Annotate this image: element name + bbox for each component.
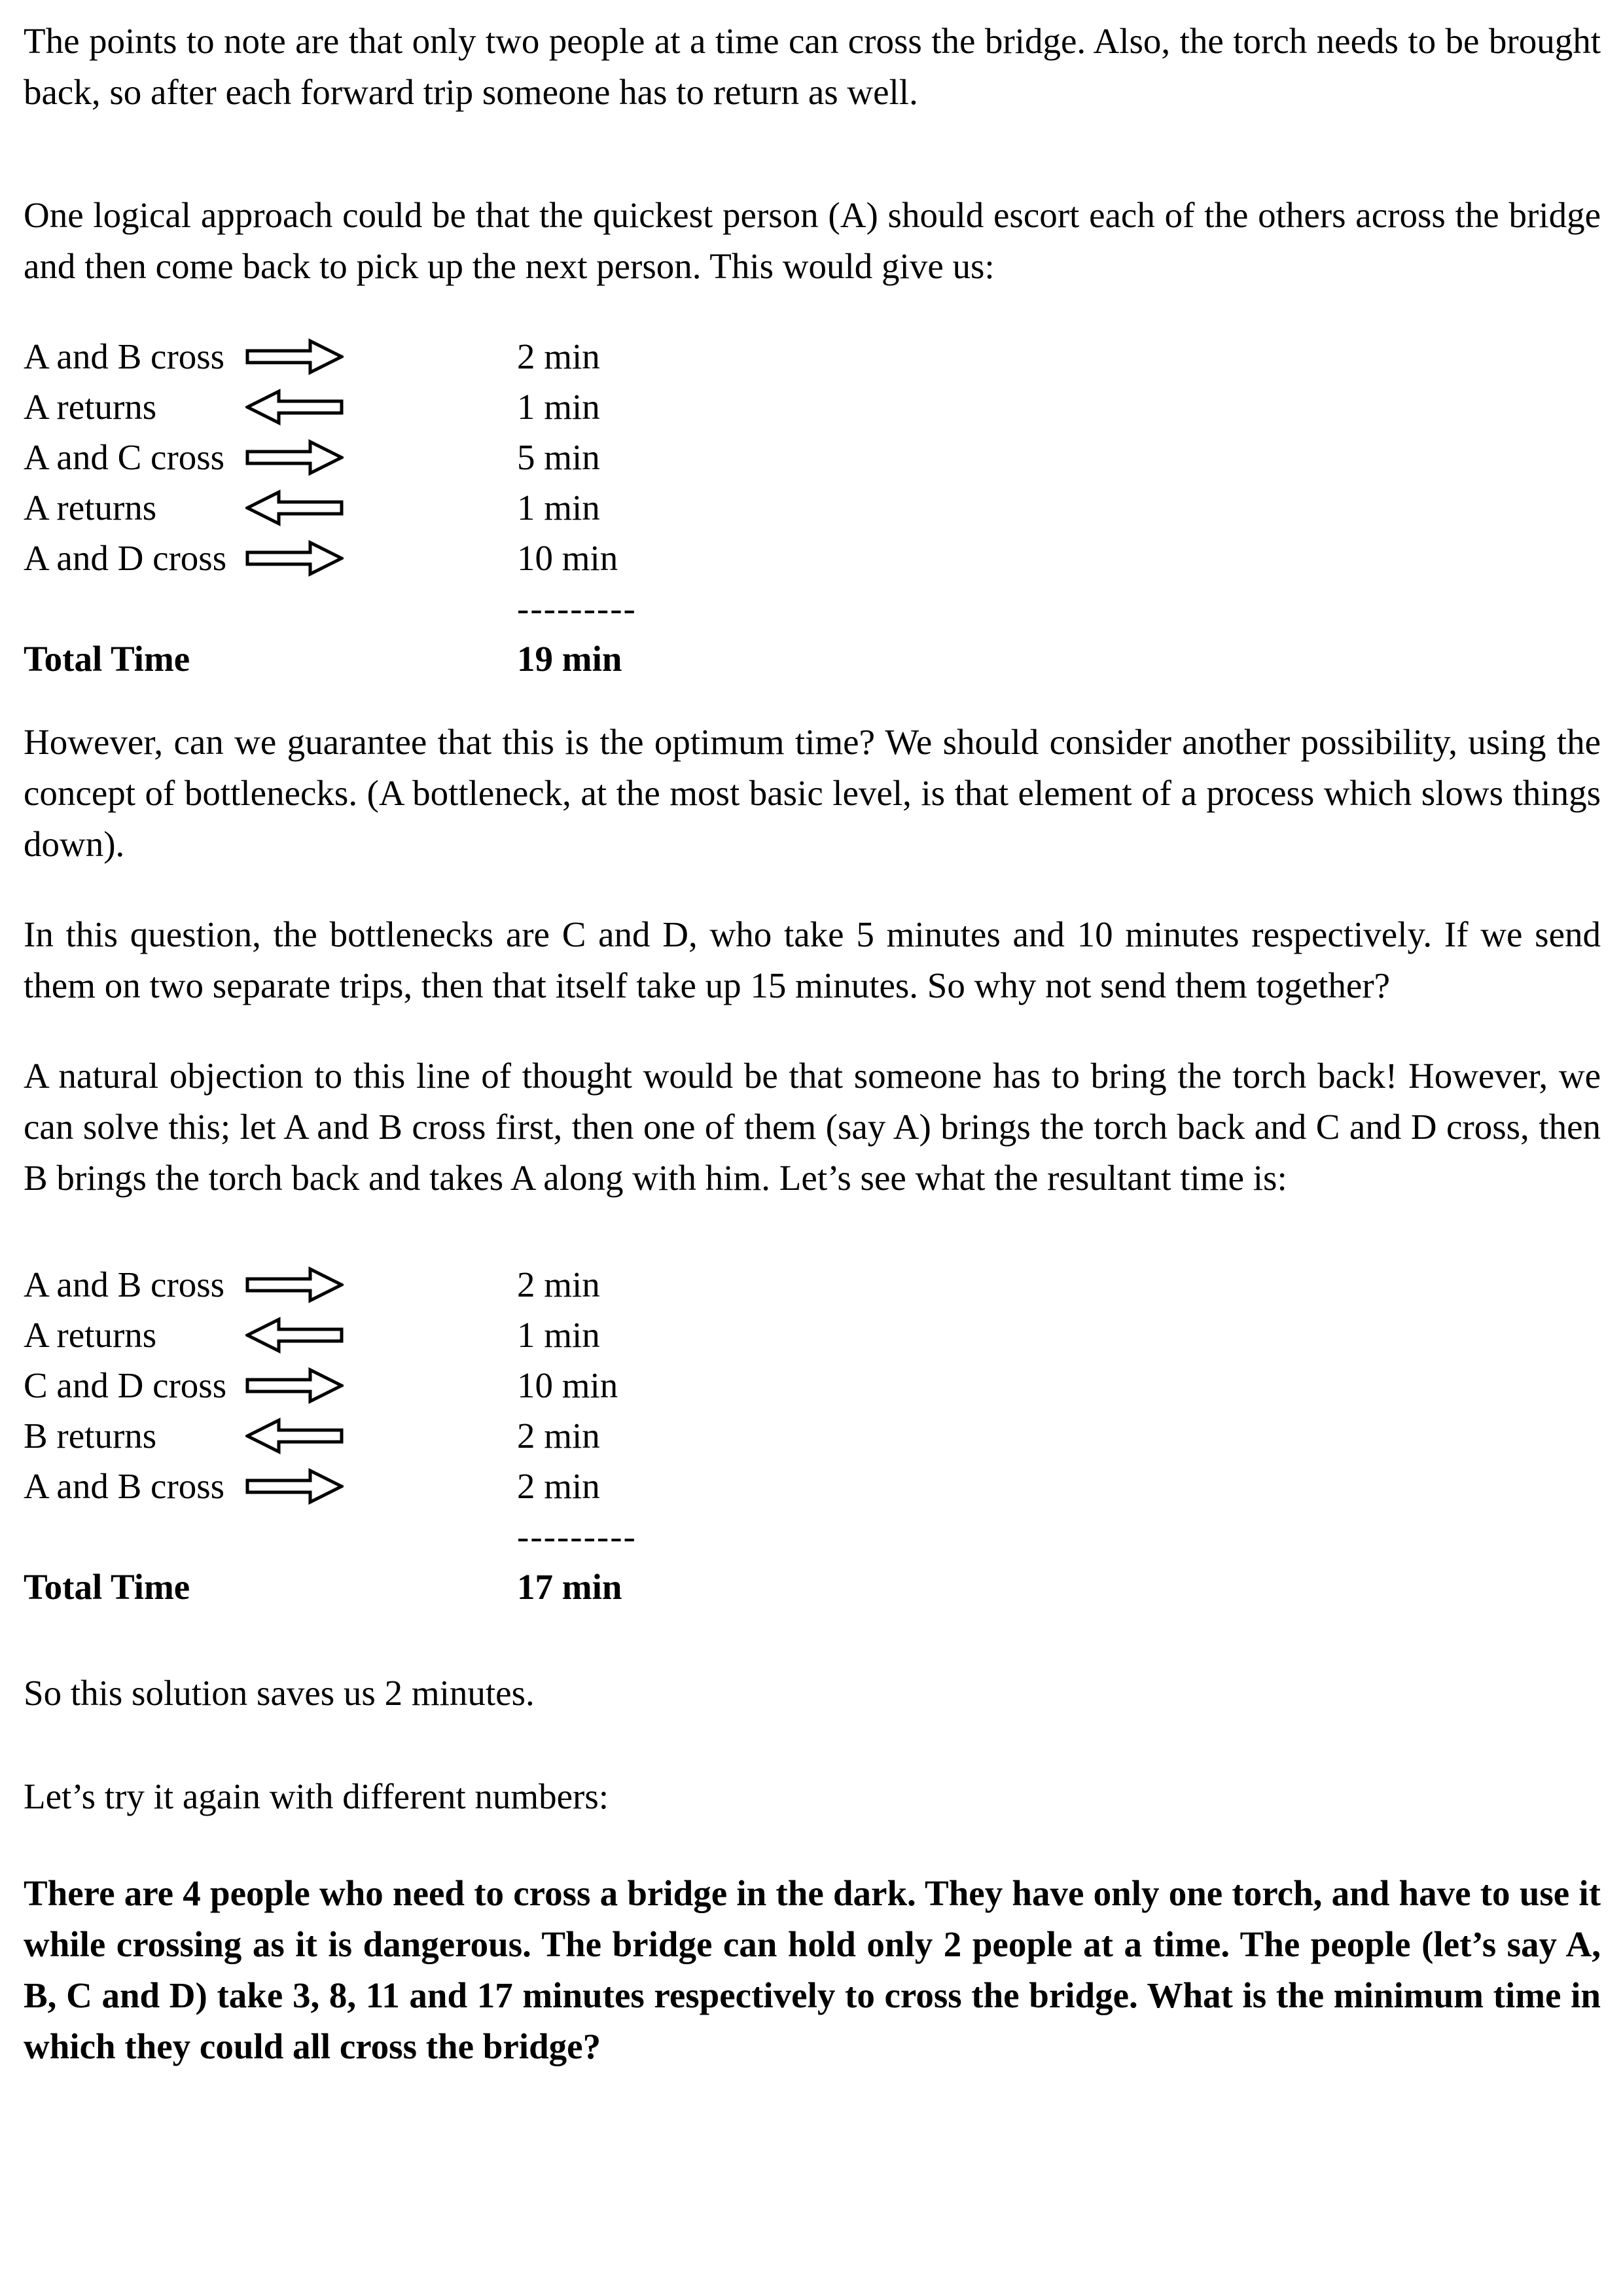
arrow-right-icon [245,540,344,577]
arrow-right-icon [245,1468,344,1505]
row-label: C and D cross [24,1365,227,1405]
arrow-left-icon [245,490,344,526]
arrow-left-icon [245,1418,344,1454]
table-row [24,331,1601,382]
total-label: Total Time [24,1567,190,1607]
row-label: A returns [24,488,157,528]
row-time: 2 min [517,1265,600,1304]
row-label: A and B cross [24,1466,225,1506]
paragraph-approach: One logical approach could be that the quickest person (A) should escort each of the others across the bridge and then come back to pick up the next person. This would give us: [24,195,1601,286]
row-time: 1 min [517,387,600,427]
row-label: A and D cross [24,538,227,578]
arrow-right-icon [245,1266,344,1303]
table-row [24,1461,1601,1511]
total-row [24,1562,1601,1612]
arrow-right-icon [245,338,344,375]
row-time: 1 min [517,1315,600,1355]
total-label: Total Time [24,639,190,679]
paragraph-savings: So this solution saves us 2 minutes. [24,1673,535,1713]
table-row [24,1410,1601,1461]
row-label: A returns [24,387,157,427]
arrow-left-icon [245,1317,344,1354]
table-divider: --------- [517,1516,637,1556]
table-row [24,1360,1601,1410]
paragraph-intro: The points to note are that only two people at a time can cross the bridge. Also, the torch needs to be brought back, so after each forward trip someone has to return as well. [24,21,1601,112]
total-value: 17 min [517,1567,622,1607]
row-label: A returns [24,1315,157,1355]
row-label: A and C cross [24,437,225,477]
row-label: A and B cross [24,1265,225,1304]
row-time: 2 min [517,336,600,376]
total-value: 19 min [517,639,622,679]
solution-table-1 [24,331,1601,684]
paragraph-objection: A natural objection to this line of thought would be that someone has to bring the torch back! However, we can solve this; let A and B cross first, then one of them (say A) brings the torch back and C and D cross, then B brings the torch back and takes A along with him. Let’s see what the resultant time is: [24,1056,1601,1198]
row-time: 5 min [517,437,600,477]
arrow-right-icon [245,439,344,476]
table-divider: --------- [517,588,637,628]
table-row [24,1259,1601,1310]
table-row [24,533,1601,583]
question-paragraph: There are 4 people who need to cross a bridge in the dark. They have only one torch, and have to use it while crossing as it is dangerous. The bridge can hold only 2 people at a time. The people (let’s say A, B, C and D) take 3, 8, 11 and 17 minutes respectively to cross the bridge. What is the minimum time in which they could all cross the bridge? [24,1873,1601,2066]
row-time: 10 min [517,1365,618,1405]
solution-table-2 [24,1259,1601,1612]
table-row [24,432,1601,482]
row-time: 2 min [517,1466,600,1506]
row-label: B returns [24,1416,157,1456]
paragraph-bottlenecks: In this question, the bottlenecks are C and D, who take 5 minutes and 10 minutes respectively. If we send them on two separate trips, then that itself take up 15 minutes. So why not send them together? [24,914,1601,1005]
row-time: 1 min [517,488,600,528]
row-time: 2 min [517,1416,600,1456]
arrow-right-icon [245,1367,344,1404]
table-divider-row [24,583,1601,634]
table-row [24,382,1601,432]
table-divider-row [24,1511,1601,1562]
table-row [24,482,1601,533]
paragraph-retry: Let’s try it again with different numbers: [24,1776,609,1816]
total-row [24,634,1601,684]
table-row [24,1310,1601,1360]
arrow-left-icon [245,389,344,425]
row-label: A and B cross [24,336,225,376]
paragraph-optimum: However, can we guarantee that this is the optimum time? We should consider another possibility, using the concept of bottlenecks. (A bottleneck, at the most basic level, is that element of a process which slows things down). [24,722,1601,864]
row-time: 10 min [517,538,618,578]
